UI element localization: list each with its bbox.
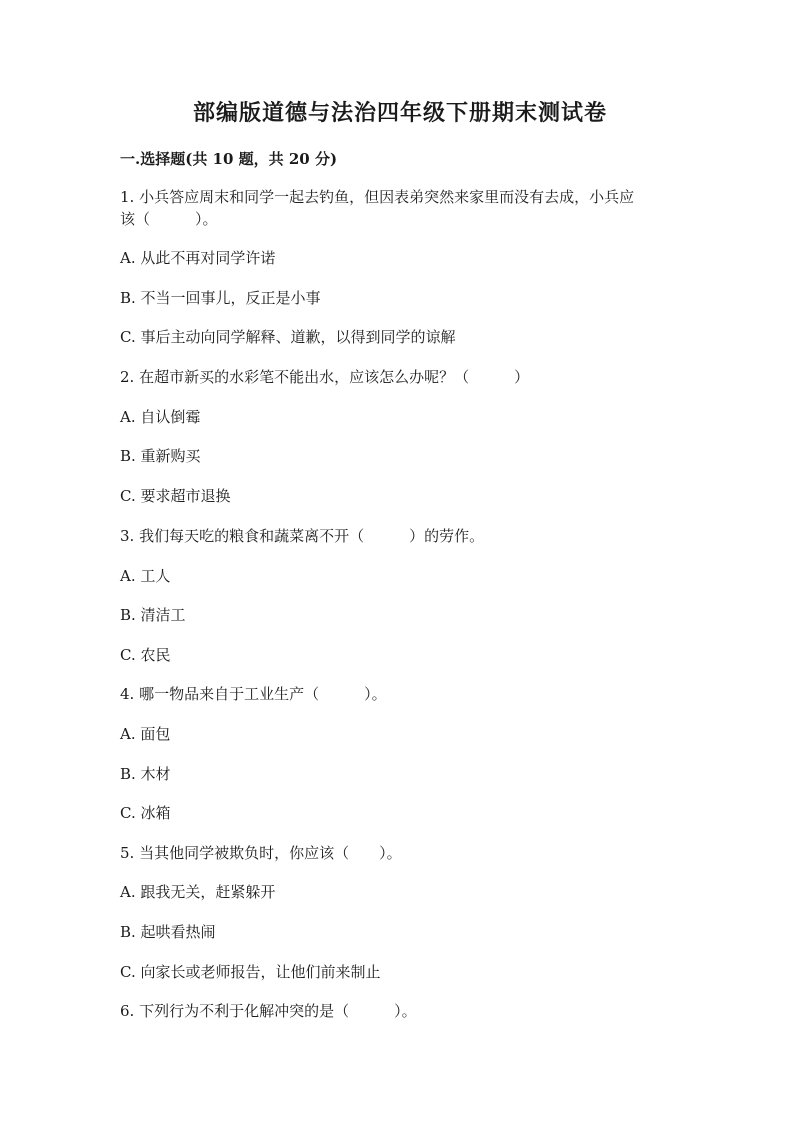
- question-6-stem: 6. 下列行为不利于化解冲突的是（ ）。: [120, 1002, 417, 1020]
- question-3-stem: 3. 我们每天吃的粮食和蔬菜离不开（ ）的劳作。: [120, 527, 485, 545]
- question-5-option-c: C. 向家长或老师报告，让他们前来制止: [120, 963, 381, 981]
- question-4-option-b: B. 木材: [120, 765, 171, 783]
- question-5-option-a: A. 跟我无关，赶紧躲开: [120, 883, 276, 901]
- question-1-option-a: A. 从此不再对同学许诺: [120, 249, 276, 267]
- question-1-option-c: C. 事后主动向同学解释、道歉，以得到同学的谅解: [120, 328, 456, 346]
- question-1-stem-line2: 该（ ）。: [120, 210, 218, 228]
- section-heading: 一.选择题(共 10 题，共 20 分): [120, 150, 338, 168]
- question-3-option-b: B. 清洁工: [120, 606, 186, 624]
- question-5-stem: 5. 当其他同学被欺负时，你应该（ ）。: [120, 844, 402, 862]
- question-3-option-c: C. 农民: [120, 646, 171, 664]
- question-5-option-b: B. 起哄看热闹: [120, 923, 216, 941]
- question-3-option-a: A. 工人: [120, 567, 171, 585]
- question-4-option-a: A. 面包: [120, 725, 171, 743]
- question-2-option-b: B. 重新购买: [120, 447, 201, 465]
- question-1-option-b: B. 不当一回事儿，反正是小事: [120, 289, 321, 307]
- exam-title: 部编版道德与法治四年级下册期末测试卷: [192, 100, 607, 126]
- question-4-stem: 4. 哪一物品来自于工业生产（ ）。: [120, 685, 387, 703]
- question-4-option-c: C. 冰箱: [120, 804, 171, 822]
- question-2-option-a: A. 自认倒霉: [120, 408, 201, 426]
- question-2-stem: 2. 在超市新买的水彩笔不能出水，应该怎么办呢？（ ）: [120, 368, 530, 386]
- question-1-stem-line1: 1. 小兵答应周末和同学一起去钓鱼，但因表弟突然来家里而没有去成，小兵应: [120, 188, 635, 206]
- question-2-option-c: C. 要求超市退换: [120, 487, 231, 505]
